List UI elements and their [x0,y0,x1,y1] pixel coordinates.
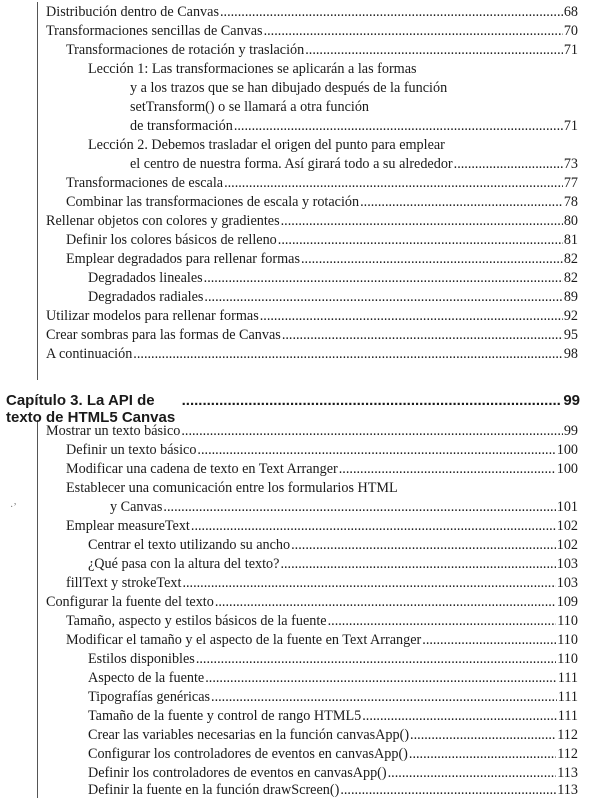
dot-leader [205,669,557,688]
toc-entry-title: Emplear degradados para rellenar formas [66,251,300,267]
toc-entry-title: Transformaciones de escala [66,175,224,191]
dot-leader [291,536,556,555]
toc-entry[interactable] [88,726,578,745]
toc-entry-page: 109 [556,594,578,610]
toc-entry[interactable] [66,250,578,269]
toc-entry-title: Crear sombras para las formas de Canvas [46,327,281,343]
toc-entry[interactable] [130,155,578,174]
dot-leader [197,441,555,460]
toc-entry[interactable] [66,612,578,631]
toc-entry[interactable] [66,193,578,212]
dot-leader [360,193,563,212]
toc-entry-title: Definir los colores básicos de relleno [66,232,277,248]
toc-entry-page: 82 [563,251,578,267]
toc-entry-page: 113 [557,765,578,781]
toc-entry-page: 77 [563,175,578,191]
toc-entry[interactable] [46,22,578,41]
toc-entry-title: Distribución dentro de Canvas [46,4,219,20]
toc-entry[interactable] [88,650,578,669]
chapter-title: Capítulo 3. La API de texto de HTML5 Canvas [6,392,176,426]
toc-entry-page: 73 [563,156,578,172]
toc-entry[interactable] [46,307,578,326]
dot-leader [215,593,556,612]
dot-leader [280,555,555,574]
margin-rule-top [37,2,38,380]
toc-entry-title: Crear las variables necesarias en la función canvasApp() [88,727,410,743]
toc-entry[interactable] [110,498,578,517]
toc-entry-page: 98 [563,346,578,362]
dot-leader [234,117,563,136]
toc-entry-page: 110 [557,651,578,667]
dot-leader [422,631,556,650]
toc-entry-title: Rellenar objetos con colores y gradientes [46,213,280,229]
toc-entry-title: Transformaciones de rotación y traslación [66,42,305,58]
toc-entry-page: 99 [563,423,578,439]
toc-entry-page: 112 [557,727,578,743]
dot-leader [454,155,563,174]
toc-entry-title: Definir la fuente en la función drawScreen() [88,782,340,798]
toc-entry[interactable] [88,745,578,764]
toc-entry[interactable] [46,593,578,612]
toc-entry[interactable] [66,574,578,593]
dot-leader [224,174,563,193]
toc-entry-title: Tamaño de la fuente y control de rango HTML5 [88,708,362,724]
stray-scan-mark: ·’ [10,502,17,513]
toc-entry-page: 111 [557,689,578,705]
toc-entry-title-line[interactable]: Establecer una comunicación entre los formularios HTML [66,480,398,496]
toc-entry-title: Aspecto de la fuente [88,670,205,686]
toc-entry-title: Utilizar modelos para rellenar formas [46,308,259,324]
dot-leader [163,498,555,517]
toc-entry-page: 71 [563,42,578,58]
toc-entry-title: Transformaciones sencillas de Canvas [46,23,263,39]
toc-entry-page: 102 [556,518,578,534]
toc-entry[interactable] [88,781,578,800]
toc-entry-page: 112 [557,746,578,762]
toc-entry-page: 92 [563,308,578,324]
dot-leader [282,326,563,345]
toc-entry-title-line: setTransform() o se llamará a otra función [130,99,370,115]
toc-entry[interactable] [88,288,578,307]
toc-entry-title: Emplear measureText [66,518,190,534]
toc-entry-page: 70 [563,23,578,39]
toc-entry-title: Degradados lineales [88,270,203,286]
toc-entry[interactable] [66,441,578,460]
toc-entry-title: Tamaño, aspecto y estilos básicos de la fuente [66,613,327,629]
toc-entry[interactable] [88,555,578,574]
chapter-heading[interactable] [6,392,580,426]
toc-entry-title: Degradados radiales [88,289,204,305]
toc-entry-page: 81 [563,232,578,248]
dot-leader [204,288,562,307]
toc-entry-title: ¿Qué pasa con la altura del texto? [88,556,280,572]
toc-entry[interactable] [88,669,578,688]
toc-entry[interactable] [46,345,578,364]
toc-entry-title-line: de transformación [130,118,233,134]
toc-entry-title: Mostrar un texto básico [46,423,181,439]
toc-entry[interactable] [66,460,578,479]
toc-entry-page: 110 [557,632,578,648]
toc-entry[interactable] [88,688,578,707]
toc-entry-page: 100 [556,442,578,458]
toc-entry-title-line: y a los trazos que se han dibujado después de la función [130,80,448,96]
toc-entry[interactable] [46,422,578,441]
toc-entry-title: Modificar una cadena de texto en Text Arranger [66,461,338,477]
toc-entry[interactable] [46,326,578,345]
dot-leader [305,41,563,60]
dot-leader [196,650,556,669]
toc-entry-page: 103 [556,575,578,591]
toc-entry-page: 71 [563,118,578,134]
toc-entry-page: 80 [563,213,578,229]
dot-leader [211,688,557,707]
dot-leader [340,781,556,800]
toc-entry-page: 68 [563,4,578,20]
toc-entry-page: 89 [563,289,578,305]
toc-entry[interactable] [46,212,578,231]
toc-entry[interactable] [88,707,578,726]
toc-entry-title-line: y Canvas [110,499,163,515]
toc-entry-title: Configurar la fuente del texto [46,594,214,610]
dot-leader [182,392,562,409]
dot-leader [220,3,563,22]
toc-entry-page: 102 [556,537,578,553]
toc-entry-page: 100 [556,461,578,477]
dot-leader [204,269,563,288]
dot-leader [328,612,557,631]
toc-entry-title: Definir un texto básico [66,442,197,458]
toc-entry-page: 111 [557,670,578,686]
dot-leader [301,250,563,269]
dot-leader [182,574,555,593]
dot-leader [281,212,563,231]
dot-leader [410,726,556,745]
dot-leader [278,231,563,250]
toc-entry-title: Centrar el texto utilizando su ancho [88,537,291,553]
toc-entry-title-line[interactable]: Lección 1: Las transformaciones se aplicarán a las formas [88,61,417,77]
dot-leader [339,460,556,479]
toc-entry-title: Estilos disponibles [88,651,195,667]
dot-leader [260,307,563,326]
toc-entry-title: Tipografías genéricas [88,689,211,705]
toc-entry[interactable] [88,269,578,288]
toc-entry[interactable] [66,41,578,60]
toc-entry-page: 110 [557,613,578,629]
toc-entry-page: 78 [563,194,578,210]
toc-entry-title: Definir los controladores de eventos en canvasApp() [88,765,387,781]
toc-entry-title: Combinar las transformaciones de escala y rotación [66,194,360,210]
toc-entry[interactable] [88,536,578,555]
toc-entry-title: A continuación [46,346,133,362]
dot-leader [264,22,563,41]
dot-leader [181,422,562,441]
toc-entry-page: 101 [556,499,578,515]
margin-rule-bottom [37,420,38,798]
toc-entry[interactable] [46,3,578,22]
toc-entry-page: 82 [563,270,578,286]
dot-leader [362,707,557,726]
dot-leader [191,517,556,536]
toc-entry-page: 111 [557,708,578,724]
toc-entry-title-line[interactable]: Lección 2. Debemos trasladar el origen del punto para emplear [88,137,445,153]
toc-entry[interactable] [130,117,578,136]
dot-leader [409,745,556,764]
chapter-page: 99 [563,392,580,409]
toc-entry[interactable] [66,517,578,536]
dot-leader [133,345,563,364]
toc-entry-title-line: el centro de nuestra forma. Así girará todo a su alrededor [130,156,453,172]
toc-entry-page: 95 [563,327,578,343]
toc-entry-page: 113 [557,782,578,798]
toc-entry-title: Configurar los controladores de eventos en canvasApp() [88,746,408,762]
toc-entry[interactable] [66,631,578,650]
toc-entry-title: Modificar el tamaño y el aspecto de la fuente en Text Arranger [66,632,422,648]
toc-entry-title: fillText y strokeText [66,575,182,591]
toc-entry[interactable] [66,174,578,193]
toc-entry[interactable] [66,231,578,250]
toc-entry-page: 103 [556,556,578,572]
